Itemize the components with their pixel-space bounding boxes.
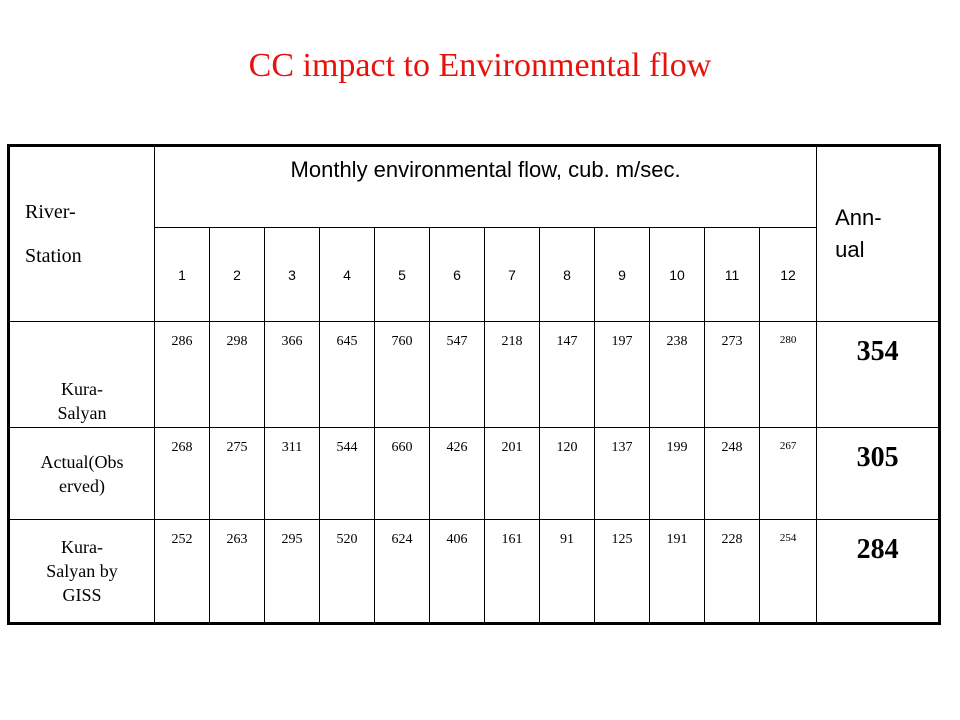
flow-value: 252	[155, 520, 210, 624]
month-header: 2	[210, 228, 265, 322]
month-header: 1	[155, 228, 210, 322]
flow-value: 201	[485, 428, 540, 520]
month-header: 7	[485, 228, 540, 322]
flow-value: 199	[650, 428, 705, 520]
month-header: 10	[650, 228, 705, 322]
river-station-header-line1: River-	[25, 201, 76, 223]
flow-value: 645	[320, 322, 375, 428]
annual-header-line2: ual	[835, 237, 865, 262]
station-name-line2: erved)	[59, 475, 105, 496]
flow-value: 547	[430, 322, 485, 428]
flow-value: 520	[320, 520, 375, 624]
station-name-line2: Salyan	[57, 403, 107, 423]
environmental-flow-table	[7, 144, 941, 625]
month-header: 8	[540, 228, 595, 322]
annual-header-line1: Ann-	[835, 205, 882, 230]
flow-value: 267	[760, 428, 817, 520]
station-name	[9, 428, 155, 520]
flow-value: 228	[705, 520, 760, 624]
river-station-header	[9, 146, 155, 322]
flow-value: 147	[540, 322, 595, 428]
month-header: 4	[320, 228, 375, 322]
annual-value: 305	[817, 428, 940, 520]
flow-value: 406	[430, 520, 485, 624]
flow-value: 238	[650, 322, 705, 428]
table-row	[9, 428, 940, 520]
table-row	[9, 322, 940, 428]
flow-value: 91	[540, 520, 595, 624]
flow-value: 298	[210, 322, 265, 428]
flow-value: 280	[760, 322, 817, 428]
month-header: 6	[430, 228, 485, 322]
station-name-line2: Salyan by	[46, 561, 118, 581]
annual-value: 284	[817, 520, 940, 624]
annual-header	[817, 146, 940, 322]
station-name-line1: Actual(Obs	[40, 451, 124, 472]
flow-value: 197	[595, 322, 650, 428]
flow-value: 137	[595, 428, 650, 520]
flow-value: 268	[155, 428, 210, 520]
flow-value: 660	[375, 428, 430, 520]
station-name-line1: Kura-	[61, 537, 103, 557]
flow-value: 286	[155, 322, 210, 428]
month-header: 11	[705, 228, 760, 322]
table-header-row	[9, 146, 940, 228]
flow-value: 125	[595, 520, 650, 624]
flow-value: 366	[265, 322, 320, 428]
flow-value: 426	[430, 428, 485, 520]
flow-value: 218	[485, 322, 540, 428]
flow-value: 273	[705, 322, 760, 428]
annual-value: 354	[817, 322, 940, 428]
flow-value: 544	[320, 428, 375, 520]
flow-value: 191	[650, 520, 705, 624]
flow-value: 624	[375, 520, 430, 624]
flow-value: 120	[540, 428, 595, 520]
flow-value: 275	[210, 428, 265, 520]
flow-value: 248	[705, 428, 760, 520]
river-station-header-line2: Station	[25, 245, 82, 267]
page-title: CC impact to Environmental flow	[248, 47, 712, 84]
month-header: 3	[265, 228, 320, 322]
station-name	[9, 322, 155, 428]
month-header: 12	[760, 228, 817, 322]
month-header: 9	[595, 228, 650, 322]
monthly-flow-header: Monthly environmental flow, cub. m/sec.	[155, 146, 817, 228]
month-header: 5	[375, 228, 430, 322]
flow-value: 161	[485, 520, 540, 624]
station-name	[9, 520, 155, 624]
flow-value: 760	[375, 322, 430, 428]
flow-value: 311	[265, 428, 320, 520]
flow-value: 254	[760, 520, 817, 624]
table-row	[9, 520, 940, 624]
station-name-line1: Kura-	[61, 379, 103, 399]
station-name-line3: GISS	[62, 585, 102, 605]
flow-value: 295	[265, 520, 320, 624]
flow-value: 263	[210, 520, 265, 624]
